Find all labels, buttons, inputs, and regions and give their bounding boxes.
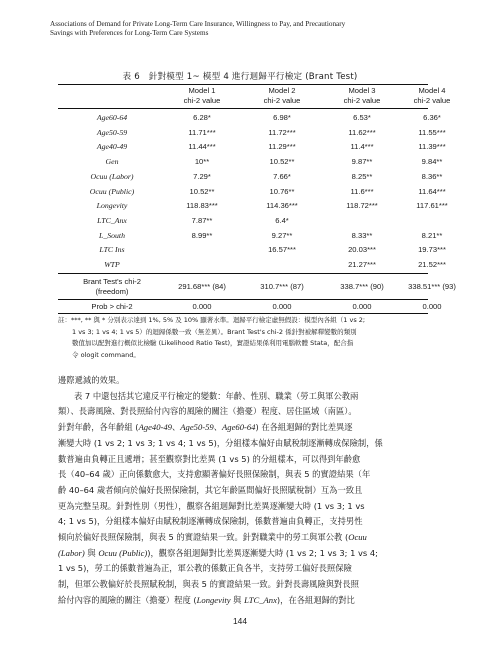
table-caption: 表 6 針對模型 1~ 模型 4 進行迴歸平行檢定 (Brant Test): [122, 72, 358, 82]
table-row: [58, 126, 446, 139]
row-label: Gen: [105, 157, 119, 167]
column-sub-label: chi-2 value: [263, 96, 301, 105]
table-cell: 9.84**: [421, 157, 443, 167]
running-header: [50, 20, 442, 38]
paragraph-fragment: 邊際遞減的效果。: [58, 375, 125, 385]
table-cell: 7.87**: [191, 215, 213, 225]
column-sub-label: chi-2 value: [413, 96, 451, 105]
table-cell: 10.52**: [189, 186, 215, 196]
table-note: [58, 315, 430, 361]
prob-value-model-2: 0.000: [272, 302, 292, 311]
table-cell: 9.87**: [351, 157, 373, 167]
table-cell: 11.44***: [188, 142, 216, 152]
table-cell: 11.71***: [188, 127, 216, 137]
body-line-7: 齡 40–64 歲者傾向於偏好長照保險制，其它年齡區間偏好長照賦稅制）互為一致且: [58, 484, 363, 495]
brant-row-rule: [58, 273, 428, 274]
column-header-model-2: [242, 86, 322, 106]
brant-value-model-3: 338.7*** (90): [340, 282, 384, 291]
variable-age60-64: Age60-64: [222, 422, 256, 433]
column-header-model-1: [162, 86, 242, 106]
table-cell: 9.27**: [271, 230, 293, 240]
table-top-rule: [58, 84, 428, 85]
table-row: [58, 229, 443, 242]
table-cell: 10**: [194, 157, 210, 167]
variable-ocuu-public: Ocuu (Public): [98, 547, 148, 558]
row-label: WTP: [104, 260, 120, 269]
row-label: L_South: [99, 230, 125, 240]
body-text-span: ) 在各組迴歸的對比差異逐: [255, 422, 353, 433]
column-header-model-4: [402, 86, 462, 106]
table-note-line2: 1 vs 3; 1 vs 4; 1 vs 5）的迴歸係數一致（無差異）。Brant Test's chi-2 係針對被解釋變數的類別: [72, 327, 357, 336]
table-cell: 118.83***: [186, 201, 218, 211]
table-cell: 16.57***: [268, 245, 296, 255]
table-cell: 10.52**: [269, 157, 295, 167]
page-number: 144: [233, 616, 247, 626]
table-row: [58, 199, 448, 212]
table-bottom-rule: [58, 313, 428, 314]
body-text-span: )，在各組迴歸的對比: [276, 594, 355, 605]
body-line-14: [58, 593, 430, 609]
table-cell: 11.6***: [350, 186, 374, 196]
body-line-13: 制，但軍公教偏好於長照賦稅制，與表 5 的實證結果一致。針對長壽風險與對長照: [58, 579, 359, 590]
table-row: [58, 185, 446, 198]
table-note-line3: 數值加以配對進行概似比檢驗 (Likelihood Ratio Test)，實證結果係利用電腦軟體 Stata，配合指: [72, 339, 354, 347]
table-row: [58, 243, 446, 256]
column-sub-label: chi-2 value: [343, 96, 381, 105]
column-model-name: Model 4: [418, 86, 446, 95]
table-cell: 114.36***: [266, 201, 298, 211]
body-text-span: 與: [230, 594, 245, 605]
column-model-name: Model 2: [268, 86, 296, 95]
table-cell: 11.64***: [418, 186, 446, 196]
table-cell: 11.62***: [348, 127, 376, 137]
table-cell: 19.73***: [418, 245, 446, 255]
row-label: Ocuu (Public): [89, 186, 135, 196]
table-cell: 8.99**: [191, 230, 213, 240]
body-text-span: 、: [171, 422, 181, 433]
brant-value-model-2: 310.7*** (87): [260, 282, 304, 291]
body-line-10: [58, 530, 430, 546]
body-line-8: 更為完整呈現。針對性別（男性），觀察各組迴歸對比差異逐漸變大時 (1 vs 3; 1 vs: [58, 500, 365, 511]
table-cell: 6.98*: [273, 113, 291, 122]
running-header-line1: Associations of Demand for Private Long-Term Care Insurance, Willingness to Pay, and Precautionary: [50, 20, 346, 28]
table-row-prob: [58, 300, 442, 313]
body-line-5: 數普遍由負轉正且遞增；甚至觀察對比差異 (1 vs 5) 的分組樣本，可以得到年齡愈: [58, 453, 361, 464]
table-cell: 6.36*: [423, 113, 441, 122]
brant-label-line1: Brant Test's chi-2: [83, 277, 141, 286]
table-cell: 7.66*: [273, 171, 291, 181]
table-cell: 11.4***: [350, 142, 374, 152]
table-cell: 117.61***: [416, 201, 448, 211]
prob-label: Prob > chi-2: [91, 302, 133, 311]
brant-label: [58, 277, 166, 297]
variable-age40-49: Age40-49: [138, 422, 172, 433]
table-cell: 21.52***: [418, 260, 446, 269]
table-cell: 10.76**: [269, 186, 295, 196]
brant-value-model-4: 338.51*** (93): [408, 282, 456, 291]
table-cell: 8.21**: [421, 230, 443, 240]
variable-age50-59: Age50-59: [180, 422, 214, 433]
body-text-span: 、: [213, 422, 223, 433]
table-cell: 21.27***: [348, 260, 376, 269]
table-cell: 8.25**: [351, 171, 373, 181]
body-text-span: 傾向於偏好長照保險制，與表 5 的實證結果一致。針對職業中的勞工與軍公教 (: [58, 532, 349, 543]
table-cell: 6.4*: [275, 215, 289, 225]
table-note-line4: 令 ologit command。: [72, 350, 140, 359]
row-label: Age60-64: [96, 113, 128, 122]
prob-value-model-4: 0.000: [422, 302, 442, 311]
table-cell: 8.36**: [421, 171, 443, 181]
table-cell: 6.53*: [353, 113, 371, 122]
prob-value-model-1: 0.000: [192, 302, 212, 311]
table-cell: 11.39***: [418, 142, 446, 152]
body-line-11: [58, 546, 430, 562]
row-label: LTC Ins: [99, 245, 125, 255]
body-line-1: 表 7 中還包括其它違反平行檢定的變數：年齡、性別、職業（勞工與軍公教兩: [74, 390, 359, 401]
table-row: [58, 111, 441, 124]
table-row-brant: [58, 275, 456, 299]
body-text-span: 給付內容的風險的關注（擔憂）程度 (: [58, 594, 197, 605]
table-cell: 11.29***: [268, 142, 296, 152]
column-model-name: Model 3: [348, 86, 376, 95]
row-label: Age50-59: [96, 127, 128, 137]
variable-longevity: Longevity: [196, 594, 231, 605]
body-line-3: [58, 420, 430, 436]
table-cell: 118.72***: [346, 201, 378, 211]
column-sub-label: chi-2 value: [183, 96, 221, 105]
brant-value-model-1: 291.68*** (84): [178, 282, 226, 291]
body-text-span: )，觀察各組迴歸對比差異逐漸變大時 (1 vs 2; 1 vs 3; 1 vs 4;: [147, 547, 378, 558]
body-line-4: 漸變大時 (1 vs 2; 1 vs 3; 1 vs 4; 1 vs 5)，分組樣本偏好由賦稅制逐漸轉成保險制，係: [58, 437, 383, 448]
table-note-line1: 註：***, ** 與 * 分別表示達到 1%, 5% 及 10% 顯著水準。迴歸平行檢定虛無假設：模型內各組（1 vs 2;: [58, 316, 366, 324]
body-line-12: 1 vs 5)，勞工的係數普遍為正，軍公教的係數正負各半，支持勞工偏好長照保險: [58, 563, 352, 574]
running-header-line2: Savings with Preferences for Long-Term Care Systems: [50, 29, 209, 37]
variable-labor: (Labor): [58, 547, 85, 558]
row-label: LTC_Anx: [97, 215, 127, 225]
table-cell: 20.03***: [348, 245, 376, 255]
brant-label-line2: (freedom): [95, 287, 129, 296]
table-cell: 11.55***: [418, 127, 446, 137]
variable-ltc-anx: LTC_Anx: [244, 594, 277, 605]
table-header-rule: [58, 108, 428, 109]
body-text: [58, 373, 430, 609]
table-row: [58, 140, 446, 153]
body-line-9: 4; 1 vs 5)，分組樣本偏好由賦稅制逐漸轉成保險制，係數普遍由負轉正，支持男性: [58, 516, 363, 527]
row-label: Ocuu (Labor): [90, 171, 134, 181]
table-cell: 6.28*: [193, 113, 211, 122]
table-cell: 11.72***: [268, 127, 296, 137]
table-cell: 8.33**: [351, 230, 373, 240]
table-row: [58, 155, 443, 168]
row-label: Longevity: [96, 201, 128, 211]
body-text-span: 與: [84, 547, 99, 558]
table-row: [58, 258, 446, 271]
column-header-model-3: [322, 86, 402, 106]
table-row: [58, 214, 428, 227]
row-label: Age40-49: [96, 142, 128, 152]
prob-value-model-3: 0.000: [352, 302, 372, 311]
body-line-6: 長（40–64 歲）正向係數愈大，支持愈顯著偏好長照保險制，與表 5 的實證結果（年: [58, 469, 371, 480]
body-line-2: 類）、長壽風險、對長照給付內容的風險的關注（擔憂）程度、居住區域（南區）。: [58, 406, 357, 417]
table-cell: 7.29*: [193, 171, 211, 181]
table-row: [58, 170, 443, 183]
body-text-span: 針對年齡，各年齡組 (: [58, 422, 139, 433]
column-model-name: Model 1: [188, 86, 216, 95]
variable-ocuu: Ocuu: [348, 532, 367, 543]
